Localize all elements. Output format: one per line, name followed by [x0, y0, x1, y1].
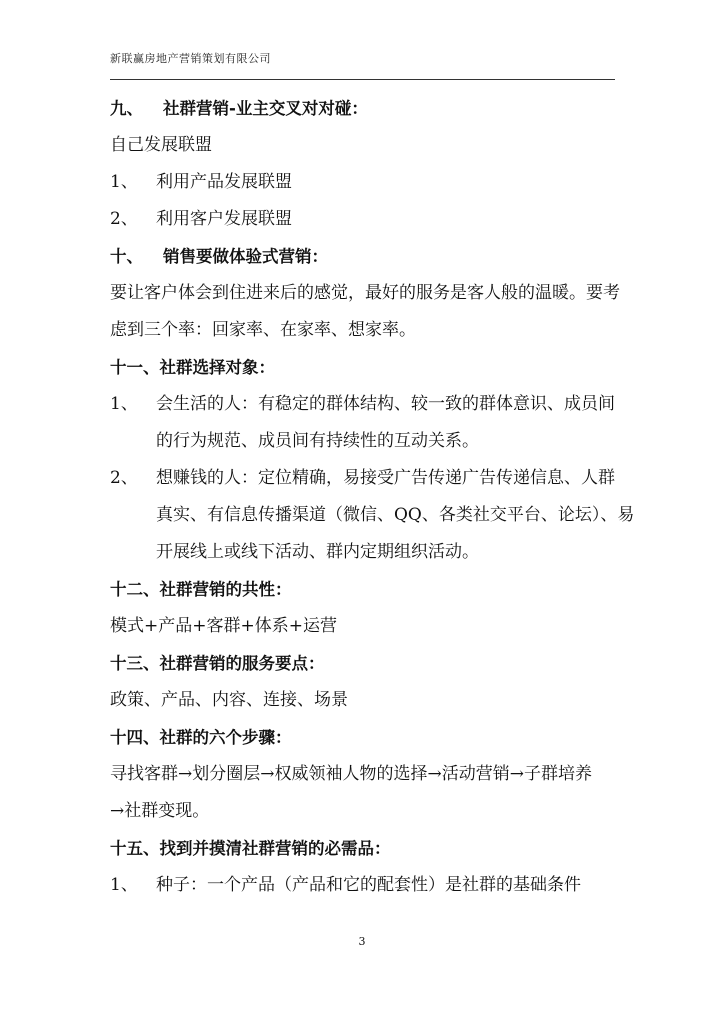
- list-item: [110, 386, 620, 423]
- paragraph-line: 虑到三个率：回家率、在家率、想家率。: [110, 320, 416, 340]
- list-item-number: 2、: [110, 468, 138, 488]
- list-item-text: 种子：一个产品（产品和它的配套性）是社群的基础条件: [156, 875, 581, 895]
- section-heading-13: 十三、社群营销的服务要点：: [110, 654, 325, 673]
- paragraph-line: 要让客户体会到住进来后的感觉，最好的服务是客人般的温暖。要考: [110, 283, 620, 303]
- section-heading-15: 十五、找到并摸清社群营销的必需品：: [110, 839, 391, 858]
- list-item-continuation: 开展线上或线下活动、群内定期组织活动。: [156, 542, 479, 562]
- list-item-number: 2、: [110, 209, 138, 229]
- header-rule: [110, 79, 615, 80]
- section-number: 十、: [110, 247, 143, 266]
- document-body: [110, 90, 635, 904]
- page-number: 3: [358, 935, 366, 948]
- section-title: 销售要做体验式营销：: [163, 247, 328, 266]
- list-item-continuation: 的行为规范、成员间有持续性的互动关系。: [156, 431, 479, 451]
- list-item-number: 1、: [110, 875, 138, 895]
- list-item-text: 会生活的人：有稳定的群体结构、较一致的群体意识、成员间: [156, 394, 615, 414]
- list-item-text: 想赚钱的人：定位精确，易接受广告传递广告传递信息、人群: [156, 468, 615, 488]
- list-item: [110, 867, 620, 904]
- section-number: 九、: [110, 99, 143, 118]
- section-heading-12: 十二、社群营销的共性：: [110, 580, 292, 599]
- section-heading-11: 十一、社群选择对象：: [110, 358, 275, 377]
- list-item-number: 1、: [110, 172, 138, 192]
- paragraph-line: 寻找客群→划分圈层→权威领袖人物的选择→活动营销→子群培养: [110, 764, 592, 784]
- list-item: [110, 460, 620, 497]
- paragraph: 政策、产品、内容、连接、场景: [110, 690, 348, 710]
- list-item: [110, 164, 620, 201]
- list-item-text: 利用产品发展联盟: [156, 172, 292, 192]
- page-header-company: 新联赢房地产营销策划有限公司: [110, 52, 271, 65]
- paragraph: 模式+产品+客群+体系+运营: [110, 616, 337, 636]
- list-item-number: 1、: [110, 394, 138, 414]
- section-heading-10: [110, 238, 620, 275]
- paragraph-line: →社群变现。: [110, 801, 210, 821]
- list-item-continuation: 真实、有信息传播渠道（微信、QQ、各类社交平台、论坛）、易: [156, 505, 635, 525]
- list-item: [110, 201, 620, 238]
- section-heading-14: 十四、社群的六个步骤：: [110, 728, 292, 747]
- section-title: 社群营销-业主交叉对对碰：: [163, 99, 368, 118]
- section-heading-9: [110, 90, 620, 127]
- paragraph: 自己发展联盟: [110, 135, 212, 155]
- list-item-text: 利用客户发展联盟: [156, 209, 292, 229]
